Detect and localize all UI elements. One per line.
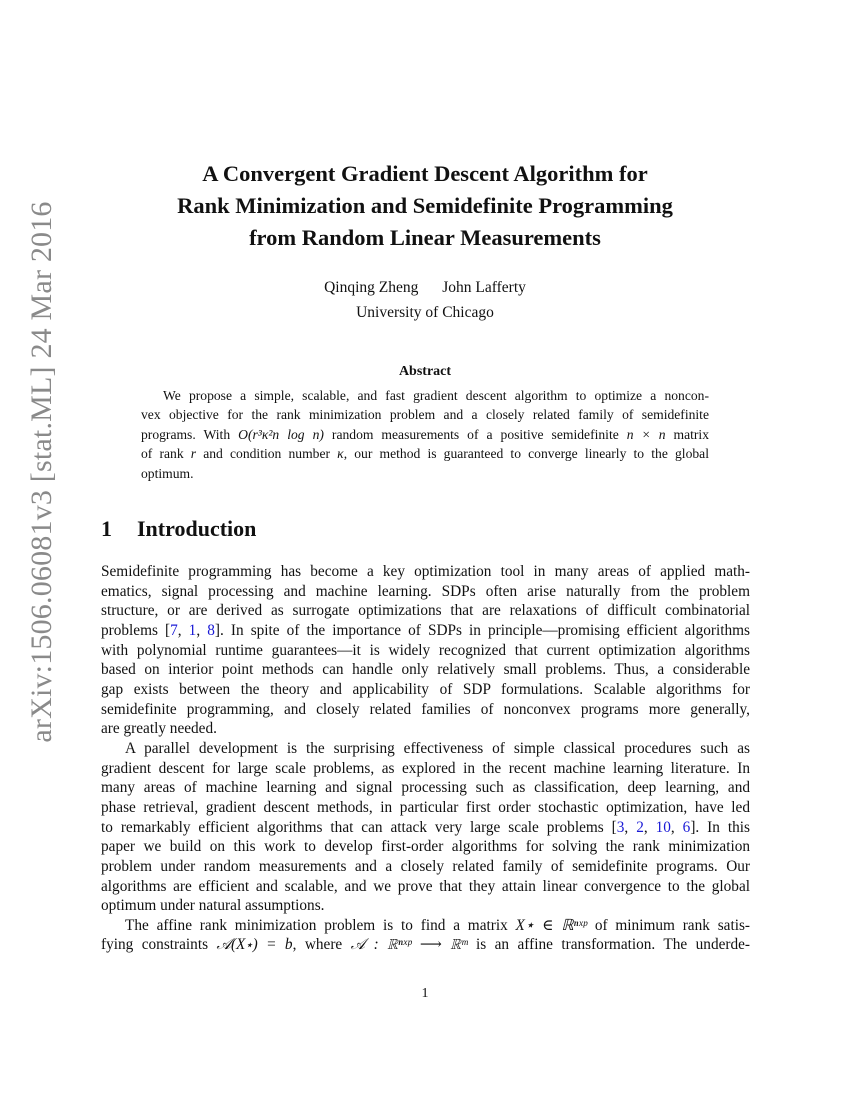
text-run: , [624, 818, 637, 836]
citation-link[interactable]: 8 [207, 621, 215, 639]
author-affiliation: University of Chicago [356, 304, 494, 321]
text-run: is an affine transformation. The underde- [467, 936, 751, 954]
body-line: algorithms are efficient and scalable, and we prove that they attain linear convergence to the global [101, 877, 750, 895]
body-line: semidefinite programming, and closely related families of nonconvex programs more generally, [101, 700, 750, 718]
text-run: , [643, 818, 656, 836]
author-block [0, 275, 850, 325]
math-expression: n × n [626, 426, 666, 442]
text-run: of minimum rank satis- [587, 916, 750, 934]
body-line [101, 916, 750, 936]
abstract-body [141, 386, 709, 483]
body-line: are greatly needed. [101, 720, 217, 738]
text-run: , [670, 818, 683, 836]
author-name: Qinqing Zheng [324, 279, 419, 296]
text-run: and condition number [196, 446, 338, 462]
title-line: from Random Linear Measurements [249, 225, 601, 250]
abstract-heading: Abstract [398, 364, 452, 379]
body-line: Semidefinite programming has become a key optimization tool in many areas of applied math- [101, 563, 750, 580]
body-line [101, 621, 750, 641]
page-number: 1 [421, 986, 429, 1001]
body-line: ematics, signal processing and machine learning. SDPs often arise naturally from the problem [101, 582, 750, 600]
body-line: with polynomial runtime guarantees—it is widely recognized that current optimization algorithms [101, 641, 750, 659]
math-expression: r [190, 446, 197, 462]
text-run: matrix [665, 426, 709, 442]
abstract-line: vex objective for the rank minimization problem and a closely related family of semidefinite [141, 407, 709, 423]
text-run: , where [292, 936, 351, 954]
section-number: 1 [101, 516, 112, 541]
body-line: based on interior point methods can handle only relatively small problems. Thus, a considerable [101, 661, 750, 679]
body-line: phase retrieval, gradient descent methods, in particular first order stochastic optimization, have led [101, 798, 750, 816]
section-title: Introduction [137, 516, 257, 541]
text-run: programs. With [141, 426, 239, 442]
citation-link[interactable]: 10 [655, 818, 671, 836]
text-run: problems [ [101, 621, 171, 639]
text-run: of rank [141, 446, 191, 462]
body-line: structure, or are derived as surrogate optimizations that are relaxations of difficult combinatorial [101, 602, 750, 620]
body-line: optimum under natural assumptions. [101, 897, 325, 915]
citation-link[interactable]: 3 [616, 818, 625, 836]
text-run: , [196, 621, 208, 639]
text-run: to remarkably efficient algorithms that can attack very large scale problems [ [101, 818, 617, 836]
abstract-line [141, 444, 709, 463]
text-run: random measurements of a positive semidefinite [323, 426, 627, 442]
author-names [0, 275, 850, 300]
body-line: gradient descent for large scale problems, as explored in the recent machine learning literature. In [101, 759, 750, 777]
math-expression: X⋆ ∈ ℝⁿˣᵖ [515, 916, 588, 934]
text-run: ]. In spite of the importance of SDPs in principle—promising efficient algorithms [214, 621, 750, 639]
abstract-line: optimum. [141, 465, 194, 481]
math-expression: κ [337, 446, 344, 462]
body-line: many areas of machine learning and signal processing such as classification, deep learning, and [101, 779, 750, 797]
body-line: paper we build on this work to develop first-order algorithms for solving the rank minimization [101, 838, 750, 856]
abstract-line: We propose a simple, scalable, and fast gradient descent algorithm to optimize a noncon- [163, 388, 709, 403]
author-name: John Lafferty [442, 279, 526, 296]
text-run: ]. In this [690, 818, 750, 836]
text-run: , [177, 621, 189, 639]
math-expression: 𝒜 : ℝⁿˣᵖ ⟶ ℝᵐ [350, 936, 468, 954]
title-line: Rank Minimization and Semidefinite Programming [177, 193, 673, 218]
math-expression: O(r³κ²n log n) [238, 426, 324, 442]
introduction-body [101, 562, 750, 955]
citation-link[interactable]: 2 [636, 818, 644, 836]
math-expression: 𝒜(X⋆) = b [216, 936, 293, 954]
body-line: A parallel development is the surprising effectiveness of simple classical procedures such as [125, 739, 750, 757]
text-run: , our method is guaranteed to converge linearly to the global [343, 446, 709, 462]
arxiv-identifier-stamp: arXiv:1506.06081v3 [stat.ML] 24 Mar 2016 [25, 201, 58, 743]
body-line: gap exists between the theory and applicability of SDP formulations. Scalable algorithms for [101, 680, 750, 698]
title-line: A Convergent Gradient Descent Algorithm for [202, 161, 648, 186]
abstract-line [141, 425, 709, 444]
section-heading [101, 516, 256, 542]
citation-link[interactable]: 6 [682, 818, 691, 836]
citation-link[interactable]: 7 [170, 621, 178, 639]
body-line [101, 935, 750, 955]
paper-title [0, 158, 850, 254]
text-run: The affine rank minimization problem is to find a matrix [125, 916, 516, 934]
body-line: problem under random measurements and a closely related family of semidefinite programs. Our [101, 857, 750, 875]
text-run: fying constraints [101, 936, 217, 954]
body-line [101, 818, 750, 838]
citation-link[interactable]: 1 [188, 621, 197, 639]
